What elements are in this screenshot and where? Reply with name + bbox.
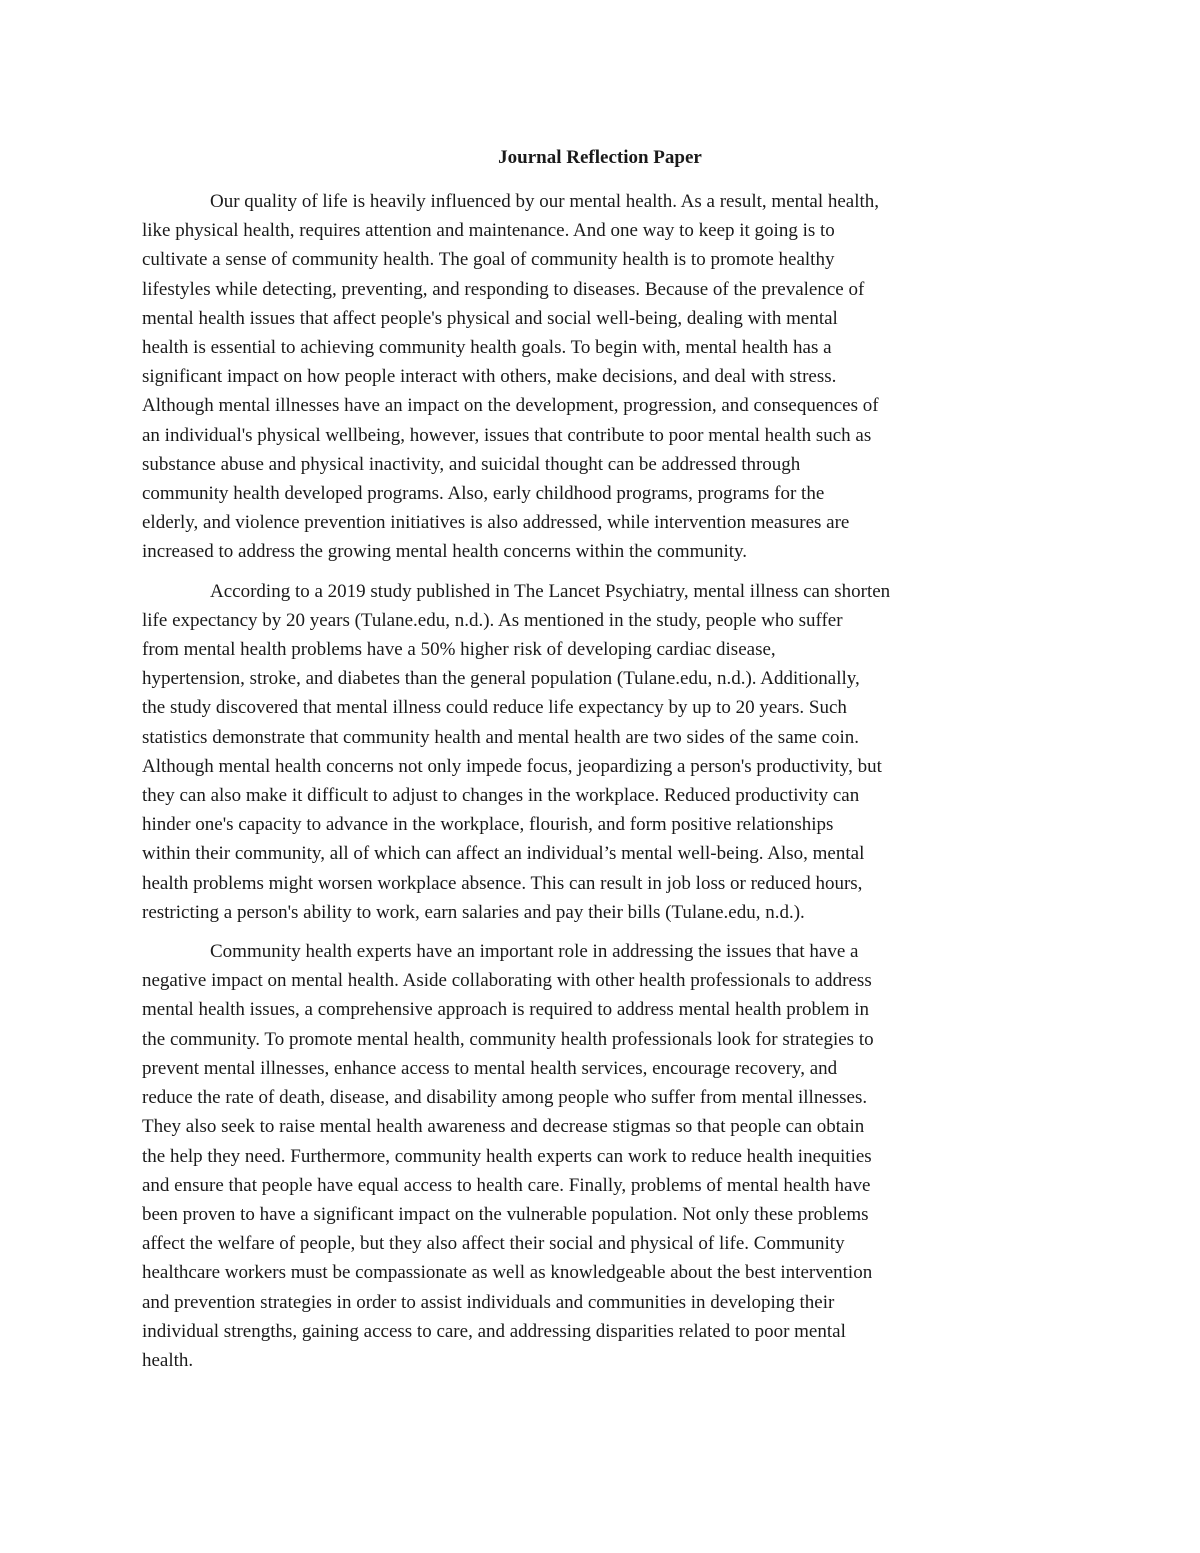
text-line: significant impact on how people interact with others, make decisions, and deal with stress. xyxy=(142,366,837,388)
text-line: hypertension, stroke, and diabetes than the general population (Tulane.edu, n.d.). Additionally, xyxy=(142,668,860,690)
text-line: hinder one's capacity to advance in the workplace, flourish, and form positive relationships xyxy=(142,814,834,836)
text-line: the community. To promote mental health, community health professionals look for strategies to xyxy=(142,1028,874,1050)
text-line: Although mental health concerns not only impede focus, jeopardizing a person's productivity, but xyxy=(142,755,882,777)
text-line: health. xyxy=(142,1349,194,1371)
text-line: and prevention strategies in order to assist individuals and communities in developing their xyxy=(142,1291,835,1313)
text-line: According to a 2019 study published in The Lancet Psychiatry, mental illness can shorten xyxy=(210,580,891,602)
text-line: statistics demonstrate that community health and mental health are two sides of the same coin. xyxy=(142,726,860,748)
text-line: lifestyles while detecting, preventing, and responding to diseases. Because of the prevalence of xyxy=(142,278,865,300)
text-line: healthcare workers must be compassionate as well as knowledgeable about the best intervention xyxy=(142,1262,873,1284)
text-line: life expectancy by 20 years (Tulane.edu, n.d.). As mentioned in the study, people who suffer xyxy=(142,609,843,631)
text-line: mental health issues that affect people's physical and social well-being, dealing with mental xyxy=(142,307,838,329)
text-line: an individual's physical wellbeing, however, issues that contribute to poor mental health such as xyxy=(142,424,872,446)
text-line: the help they need. Furthermore, community health experts can work to reduce health inequities xyxy=(142,1145,872,1167)
document-body xyxy=(142,187,1062,1385)
text-line: restricting a person's ability to work, earn salaries and pay their bills (Tulane.edu, n.d.). xyxy=(142,901,805,923)
paragraph-3 xyxy=(142,937,1062,1375)
document-title: Journal Reflection Paper xyxy=(498,147,702,168)
text-line: Community health experts have an important role in addressing the issues that have a xyxy=(210,941,859,963)
text-line: like physical health, requires attention and maintenance. And one way to keep it going is to xyxy=(142,220,835,242)
text-line: within their community, all of which can affect an individual’s mental well-being. Also, mental xyxy=(142,843,865,865)
paragraph-1 xyxy=(142,187,1062,567)
text-line: community health developed programs. Also, early childhood programs, programs for the xyxy=(142,483,825,505)
text-line: individual strengths, gaining access to care, and addressing disparities related to poor mental xyxy=(142,1320,846,1342)
text-line: reduce the rate of death, disease, and disability among people who suffer from mental illnesses. xyxy=(142,1087,868,1109)
text-line: cultivate a sense of community health. The goal of community health is to promote healthy xyxy=(142,249,835,271)
text-line: from mental health problems have a 50% higher risk of developing cardiac disease, xyxy=(142,639,776,661)
text-line: mental health issues, a comprehensive approach is required to address mental health problem in xyxy=(142,999,870,1021)
text-line: They also seek to raise mental health awareness and decrease stigmas so that people can obtain xyxy=(142,1116,865,1138)
text-line: Our quality of life is heavily influenced by our mental health. As a result, mental health, xyxy=(210,191,880,212)
paragraph-2 xyxy=(142,577,1062,927)
text-line: health is essential to achieving community health goals. To begin with, mental health has a xyxy=(142,337,832,359)
text-line: they can also make it difficult to adjust to changes in the workplace. Reduced productivity can xyxy=(142,785,860,807)
text-line: elderly, and violence prevention initiatives is also addressed, while intervention measures are xyxy=(142,512,850,534)
text-line: increased to address the growing mental health concerns within the community. xyxy=(142,541,748,563)
text-line: affect the welfare of people, but they also affect their social and physical of life. Community xyxy=(142,1233,845,1255)
text-line: been proven to have a significant impact on the vulnerable population. Not only these problems xyxy=(142,1203,869,1225)
text-line: the study discovered that mental illness could reduce life expectancy by up to 20 years. Such xyxy=(142,697,847,719)
text-line: negative impact on mental health. Aside collaborating with other health professionals to address xyxy=(142,970,872,992)
text-line: health problems might worsen workplace absence. This can result in job loss or reduced hours, xyxy=(142,872,863,894)
text-line: Although mental illnesses have an impact on the development, progression, and consequences of xyxy=(142,395,879,417)
text-line: and ensure that people have equal access to health care. Finally, problems of mental health have xyxy=(142,1174,871,1196)
text-line: prevent mental illnesses, enhance access to mental health services, encourage recovery, and xyxy=(142,1057,838,1079)
text-line: substance abuse and physical inactivity, and suicidal thought can be addressed through xyxy=(142,453,801,475)
